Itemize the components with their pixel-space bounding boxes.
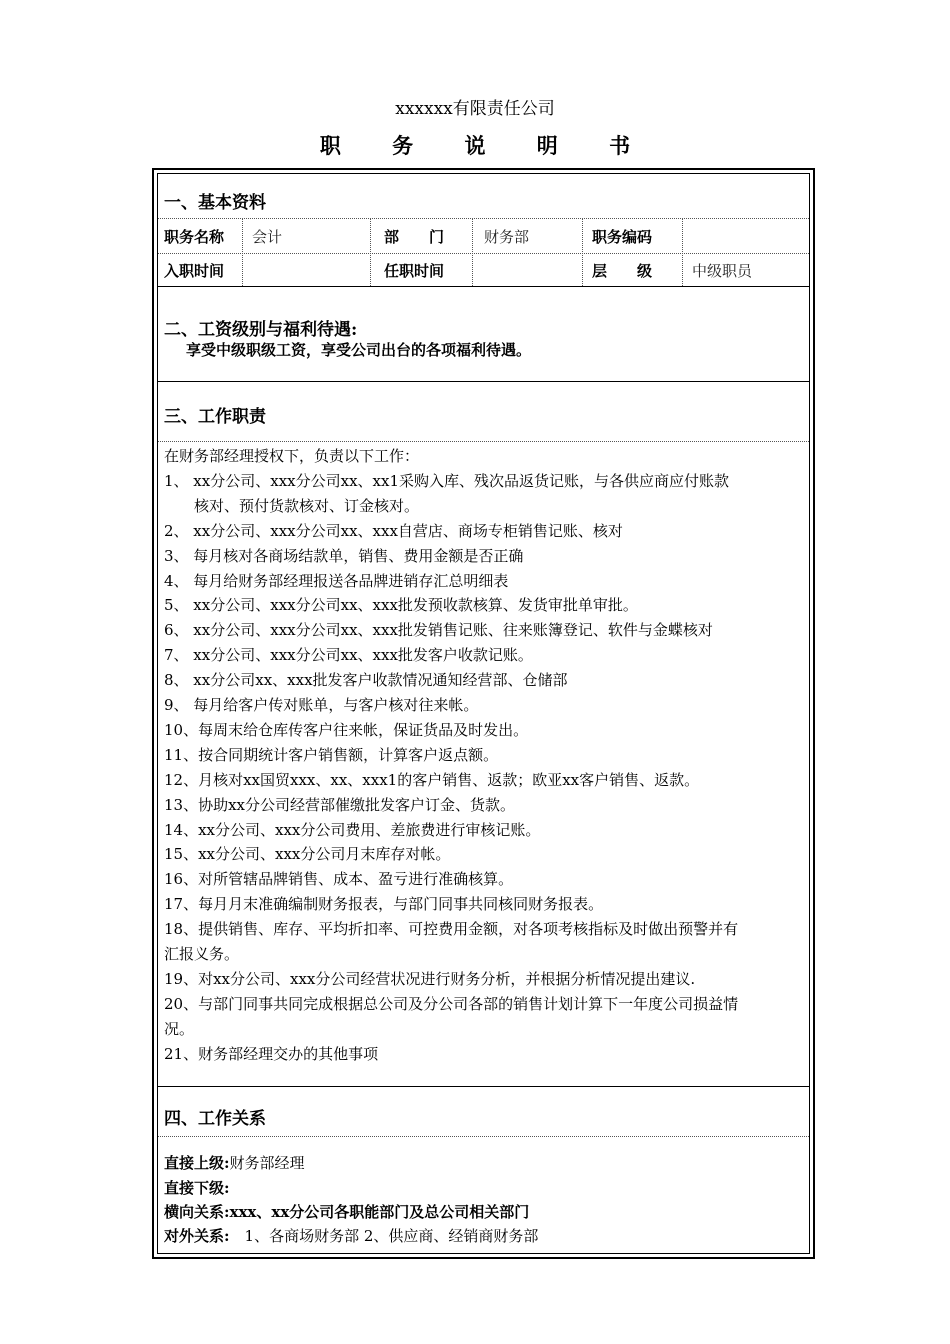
hire-date-label: 入职时间	[164, 262, 225, 280]
superior-value: 财务部经理	[229, 1154, 305, 1172]
job-description-table	[152, 168, 815, 1259]
section-divider	[158, 286, 809, 287]
section-divider	[158, 381, 809, 382]
subordinate-row	[164, 1178, 230, 1198]
horizontal-label: 横向关系:	[164, 1203, 230, 1221]
duty-line: 19、对xx分公司、xxx分公司经营状况进行财务分析，并根据分析情况提出建议.	[164, 969, 696, 988]
divider	[582, 218, 583, 286]
salary-text: 享受中级职级工资，享受公司出台的各项福利待遇。	[186, 341, 532, 359]
subordinate-label: 直接下级:	[164, 1179, 230, 1197]
table-inner-border	[157, 173, 810, 1254]
section-relations-title: 四、工作关系	[164, 1109, 266, 1129]
level-label: 层 级	[592, 262, 653, 280]
duty-line: 13、协助xx分公司经营部催缴批发客户订金、货款。	[164, 795, 516, 814]
department-value: 财务部	[484, 228, 530, 246]
level-value: 中级职员	[692, 262, 753, 280]
duty-line: 14、xx分公司、xxx分公司费用、差旅费进行审核记账。	[164, 820, 541, 839]
duty-line: 在财务部经理授权下，负责以下工作：	[164, 447, 420, 465]
duty-line: 汇报义务。	[164, 945, 240, 963]
external-label: 对外关系:	[164, 1227, 230, 1245]
duty-line: 16、对所管辖品牌销售、成本、盈亏进行准确核算。	[164, 870, 514, 889]
duty-line: 1、 xx分公司、xxx分公司xx、xx1采购入库、残次品返货记账，与各供应商应付账款	[164, 471, 729, 490]
duty-line: 18、提供销售、库存、平均折扣率、可控费用金额，对各项考核指标及时做出预警并有	[164, 920, 739, 939]
duty-line: 况。	[164, 1019, 195, 1038]
duty-line: 3、 每月核对各商场结款单，销售、费用金额是否正确	[164, 546, 524, 565]
job-code-label: 职务编码	[592, 228, 653, 246]
section-divider	[158, 1086, 809, 1087]
job-title-label: 职务名称	[164, 228, 225, 246]
superior-label: 直接上级:	[164, 1154, 230, 1172]
duty-line: 2、 xx分公司、xxx分公司xx、xxx自营店、商场专柜销售记账、核对	[164, 521, 623, 540]
duty-line: 11、按合同期统计客户销售额，计算客户返点额。	[164, 745, 499, 764]
horizontal-row	[164, 1202, 529, 1222]
duty-line: 10、每周末给仓库传客户往来帐，保证货品及时发出。	[164, 720, 529, 739]
divider	[242, 218, 243, 286]
duty-line: 9、 每月给客户传对账单，与客户核对往来帐。	[164, 696, 479, 714]
duty-line: 核对、预付货款核对、订金核对。	[164, 496, 420, 515]
duty-line: 8、 xx分公司xx、xxx批发客户收款情况通知经营部、仓储部	[164, 671, 568, 690]
section-basic-title: 一、基本资料	[164, 193, 266, 213]
duty-line: 5、 xx分公司、xxx分公司xx、xxx批发预收款核算、发货审批单审批。	[164, 596, 638, 615]
job-title-value: 会计	[252, 228, 283, 246]
divider	[158, 218, 809, 219]
horizontal-value: xxx、xx分公司各职能部门及总公司相关部门	[229, 1203, 530, 1221]
duty-line: 4、 每月给财务部经理报送各品牌进销存汇总明细表	[164, 571, 509, 590]
divider	[158, 1136, 809, 1137]
appointment-date-label: 任职时间	[384, 262, 445, 280]
document-title: 职 务 说 明 书	[319, 133, 653, 158]
duty-line: 17、每月月末准确编制财务报表，与部门同事共同核同财务报表。	[164, 895, 604, 914]
divider	[472, 218, 473, 286]
section-salary-title: 二、工资级别与福利待遇:	[164, 320, 358, 340]
superior-row	[164, 1153, 305, 1173]
duty-line: 6、 xx分公司、xxx分公司xx、xxx批发销售记账、往来账簿登记、软件与金蝶核对	[164, 621, 713, 640]
section-duties-title: 三、工作职责	[164, 407, 266, 427]
divider	[682, 218, 683, 286]
duty-line: 12、月核对xx国贸xxx、xx、xxx1的客户销售、返款；欧亚xx客户销售、返款。	[164, 770, 700, 789]
divider	[370, 218, 371, 286]
external-value: 1、各商场财务部 2、供应商、经销商财务部	[229, 1227, 539, 1245]
duty-line: 20、与部门同事共同完成根据总公司及分公司各部的销售计划计算下一年度公司损益情	[164, 994, 739, 1013]
department-label: 部 门	[384, 228, 445, 246]
divider	[158, 253, 809, 254]
duty-line: 15、xx分公司、xxx分公司月末库存对帐。	[164, 845, 451, 864]
duty-line: 7、 xx分公司、xxx分公司xx、xxx批发客户收款记账。	[164, 646, 533, 665]
divider	[158, 441, 809, 442]
duty-line: 21、财务部经理交办的其他事项	[164, 1044, 379, 1063]
company-name: xxxxxx有限责任公司	[395, 99, 555, 119]
external-row	[164, 1226, 538, 1246]
